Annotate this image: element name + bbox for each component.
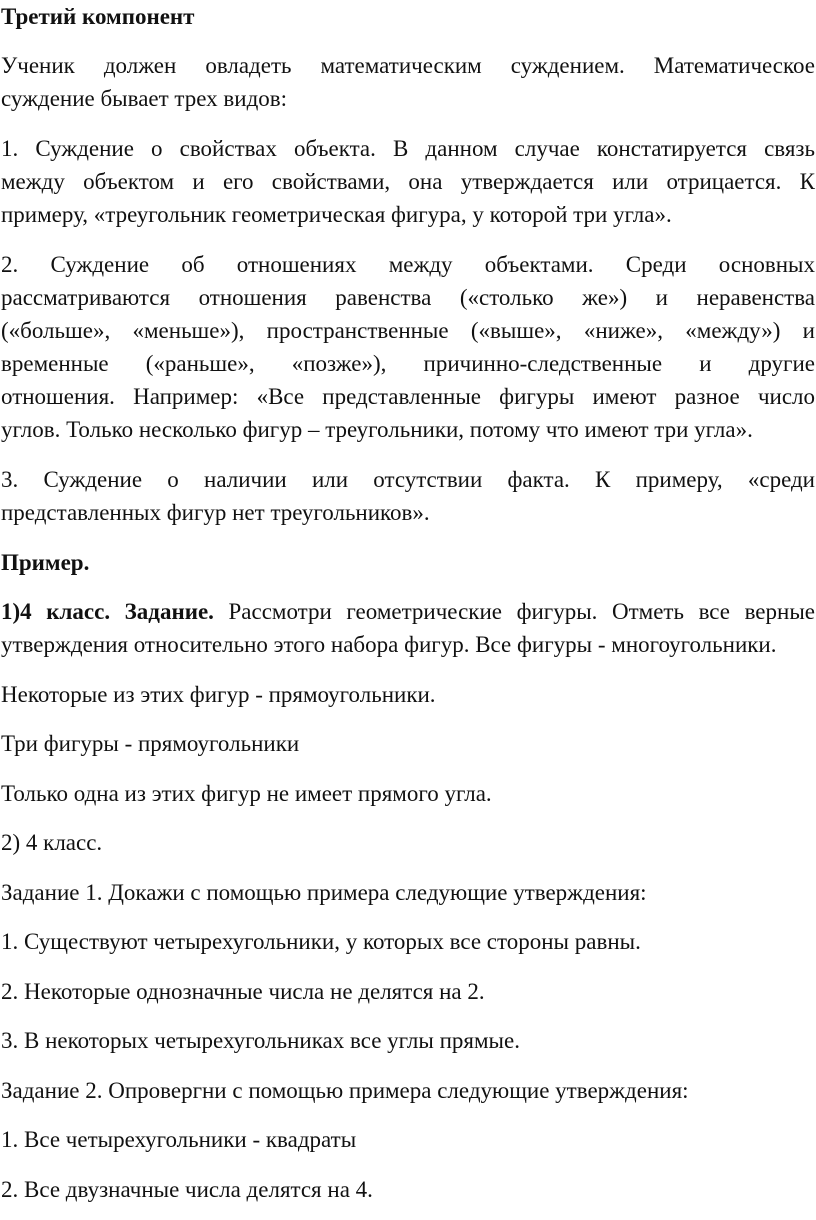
item1-line-1: 1. Суждение о свойствах объекта. В данном случае констатируется связь	[1, 136, 815, 161]
statement-3: Только одна из этих фигур не имеет прямого угла.	[1, 781, 492, 806]
example1-line-2: утверждения относительно этого набора фигур. Все фигуры - многоугольники.	[1, 632, 777, 657]
item2-line-2: рассматриваются отношения равенства («столько же») и неравенства	[1, 285, 815, 310]
intro-line-1: Ученик должен овладеть математическим суждением. Математическое	[1, 53, 815, 78]
example-heading: Пример.	[1, 550, 90, 575]
example1-line-1-rest: Рассмотри геометрические фигуры. Отметь все верные	[213, 599, 815, 624]
task1-item-3: 3. В некоторых четырехугольниках все углы прямые.	[1, 1028, 520, 1053]
item3-line-1: 3. Суждение о наличии или отсутствии факта. К примеру, «среди	[1, 467, 815, 492]
example1-line-1	[1, 597, 815, 627]
item2-line-5: отношения. Например: «Все представленные фигуры имеют разное число	[1, 384, 815, 409]
statement-2: Три фигуры - прямоугольники	[1, 731, 300, 756]
example2-heading: 2) 4 класс.	[1, 830, 103, 855]
item2-line-1: 2. Суждение об отношениях между объектами. Среди основных	[1, 252, 815, 277]
task2-title: Задание 2. Опровергни с помощью примера следующие утверждения:	[1, 1078, 689, 1103]
task1-item-2: 2. Некоторые однозначные числа не делятся на 2.	[1, 979, 485, 1004]
intro-line-2: суждение бывает трех видов:	[1, 86, 288, 111]
statement-1: Некоторые из этих фигур - прямоугольники.	[1, 682, 436, 707]
task1-title: Задание 1. Докажи с помощью примера следующие утверждения:	[1, 880, 647, 905]
item2-line-4: временные («раньше», «позже»), причинно-следственные и другие	[1, 351, 815, 376]
task2-item-2: 2. Все двузначные числа делятся на 4.	[1, 1177, 373, 1202]
task2-item-1: 1. Все четырехугольники - квадраты	[1, 1127, 357, 1152]
example1-prefix: 1)4 класс. Задание.	[1, 599, 214, 624]
task1-item-1: 1. Существуют четырехугольники, у которых все стороны равны.	[1, 929, 641, 954]
item1-line-3: примеру, «треугольник геометрическая фигура, у которой три угла».	[1, 202, 672, 227]
item2-line-6: углов. Только несколько фигур – треугольники, потому что имеют три угла».	[1, 417, 753, 442]
heading: Третий компонент	[1, 4, 195, 29]
item3-line-2: представленных фигур нет треугольников».	[1, 500, 430, 525]
item2-line-3: («больше», «меньше»), пространственные («выше», «ниже», «между») и	[1, 318, 815, 343]
item1-line-2: между объектом и его свойствами, она утверждается или отрицается. К	[1, 169, 815, 194]
